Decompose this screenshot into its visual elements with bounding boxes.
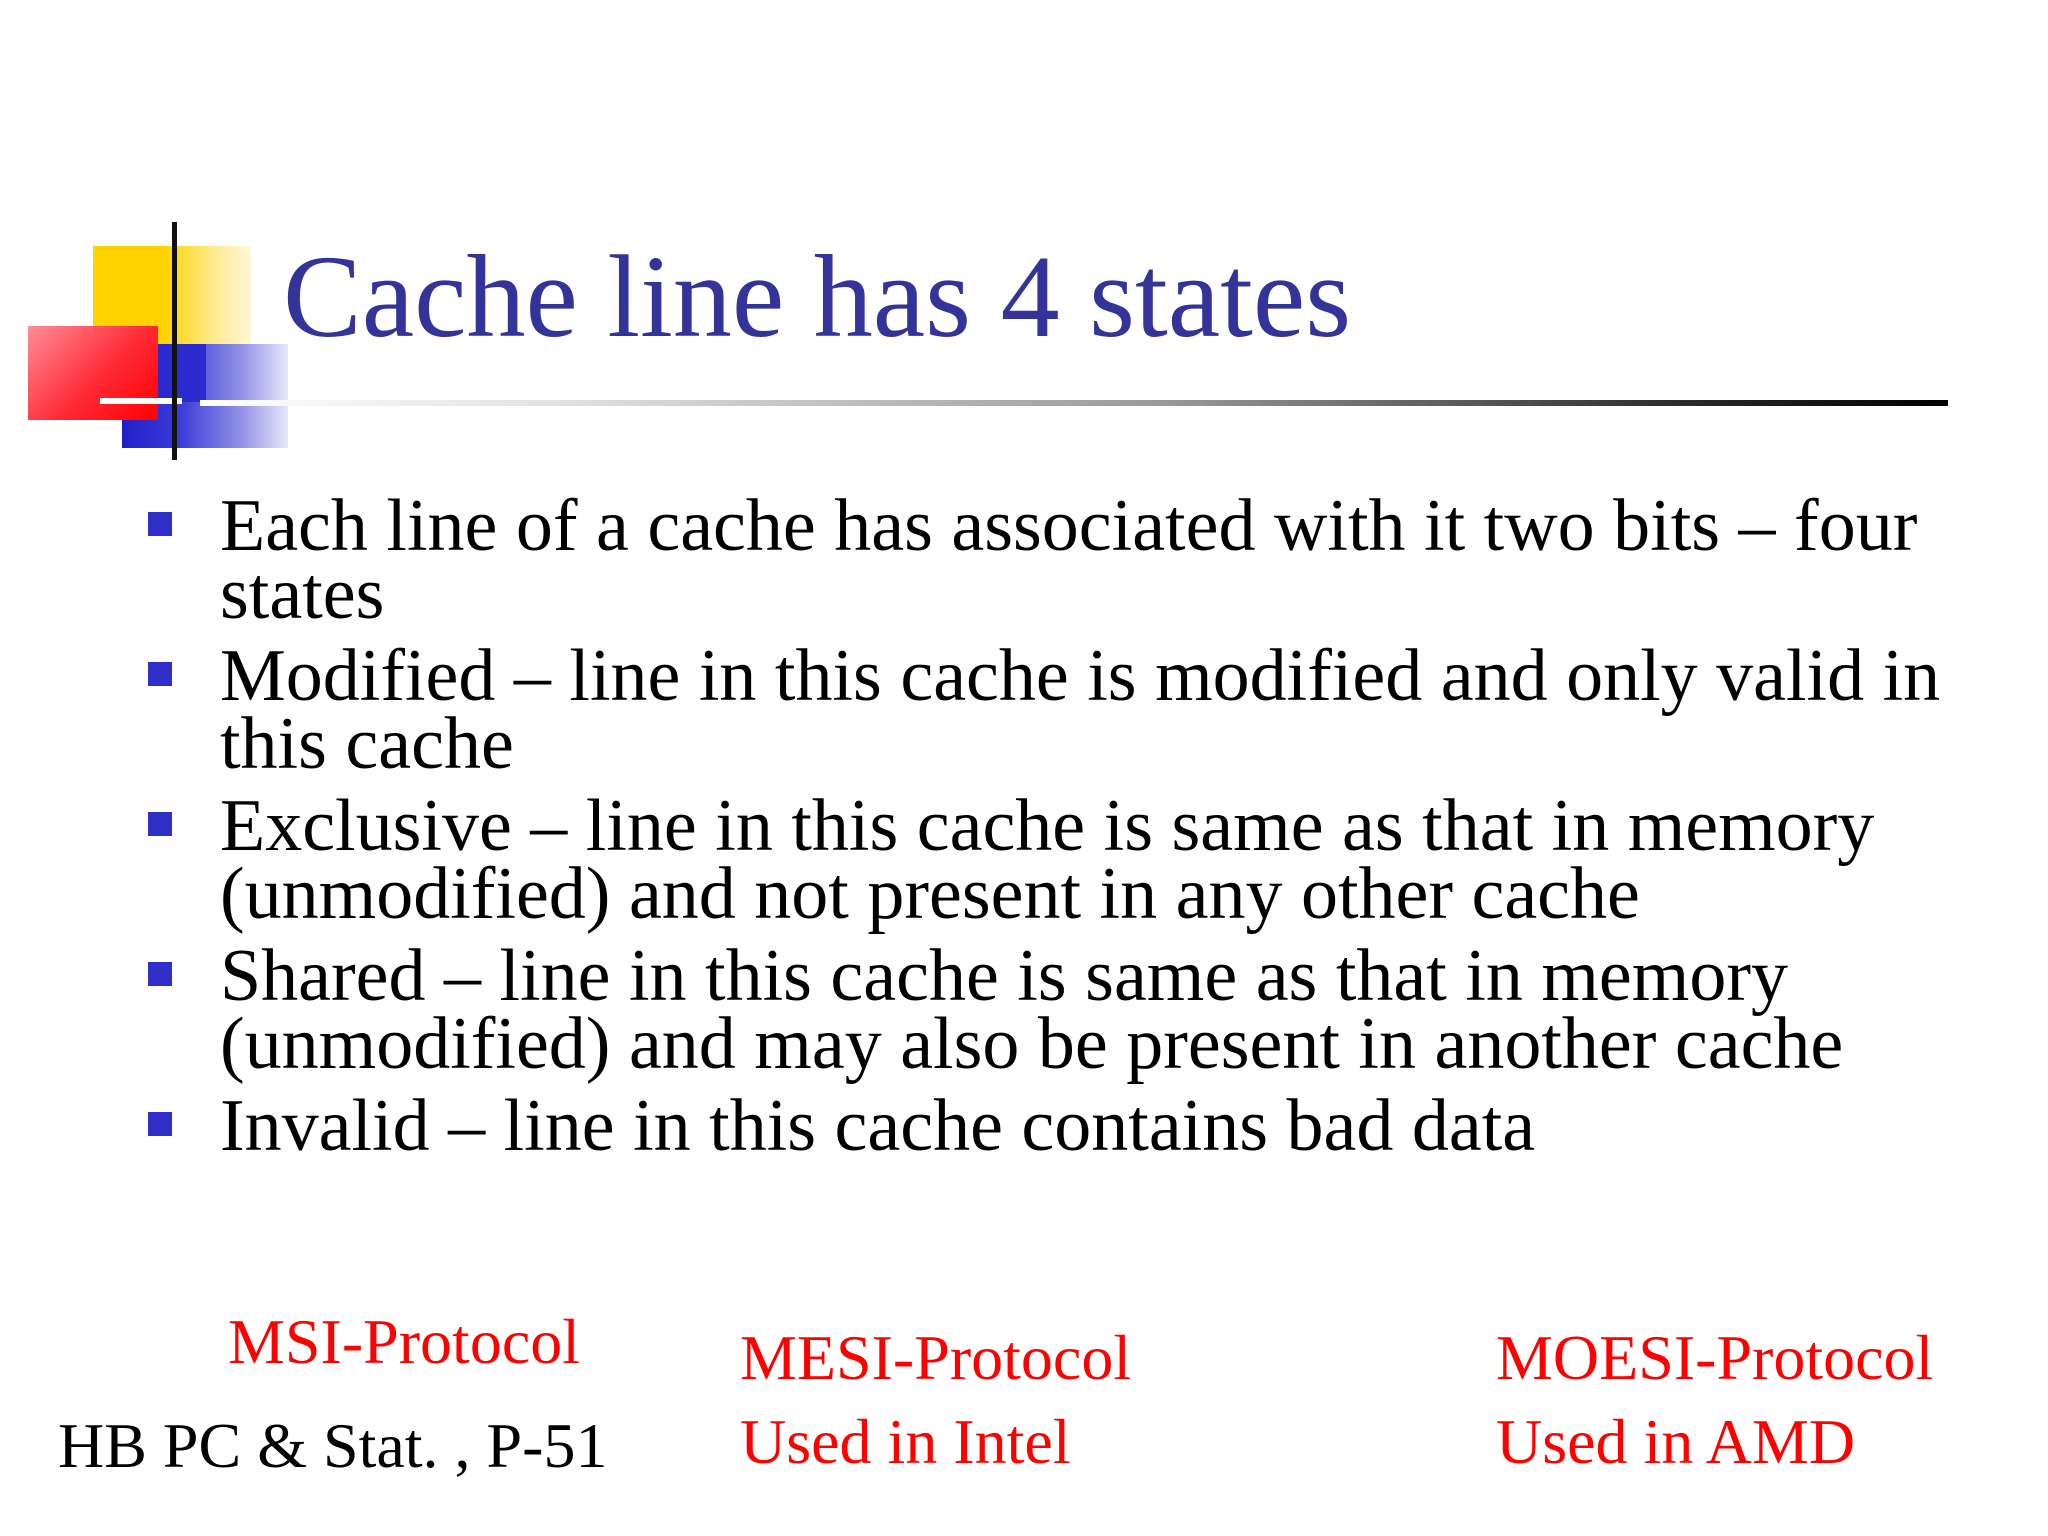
moesi-protocol-label: MOESI-Protocol	[1496, 1322, 1934, 1393]
title-underline	[200, 400, 1948, 406]
bullet-text: Invalid – line in this cache contains bad data	[220, 1085, 1536, 1167]
mesi-protocol-note: Used in Intel	[740, 1406, 1071, 1477]
bullet-text: Shared – line in this cache is same as that in memory (unmodified) and may also be present in another cache	[220, 935, 1844, 1085]
square-bullet-icon	[148, 1112, 172, 1136]
source-reference: HB PC & Stat. , P-51	[58, 1410, 608, 1481]
square-bullet-icon	[148, 662, 172, 686]
square-bullet-icon	[148, 512, 172, 536]
mesi-protocol-label: MESI-Protocol	[740, 1322, 1132, 1393]
moesi-protocol-note: Used in AMD	[1496, 1406, 1856, 1477]
bullet-item	[144, 485, 2004, 635]
red-square	[28, 326, 158, 420]
bullet-item	[144, 935, 2004, 1085]
slide-title: Cache line has 4 states	[283, 231, 1352, 362]
square-bullet-icon	[148, 812, 172, 836]
bullet-list	[144, 485, 2004, 1174]
bullet-item	[144, 635, 2004, 785]
logo-white-bar	[100, 398, 182, 404]
bullet-text: Exclusive – line in this cache is same as that in memory (unmodified) and not present in any other cache	[220, 785, 1875, 935]
square-bullet-icon	[148, 962, 172, 986]
bullet-text: Each line of a cache has associated with it two bits – four states	[220, 485, 1918, 635]
msi-protocol-label: MSI-Protocol	[228, 1306, 580, 1377]
bullet-item	[144, 1085, 2004, 1167]
bullet-text: Modified – line in this cache is modified and only valid in this cache	[220, 635, 1941, 785]
logo-vertical-line	[172, 222, 177, 460]
bullet-item	[144, 785, 2004, 935]
